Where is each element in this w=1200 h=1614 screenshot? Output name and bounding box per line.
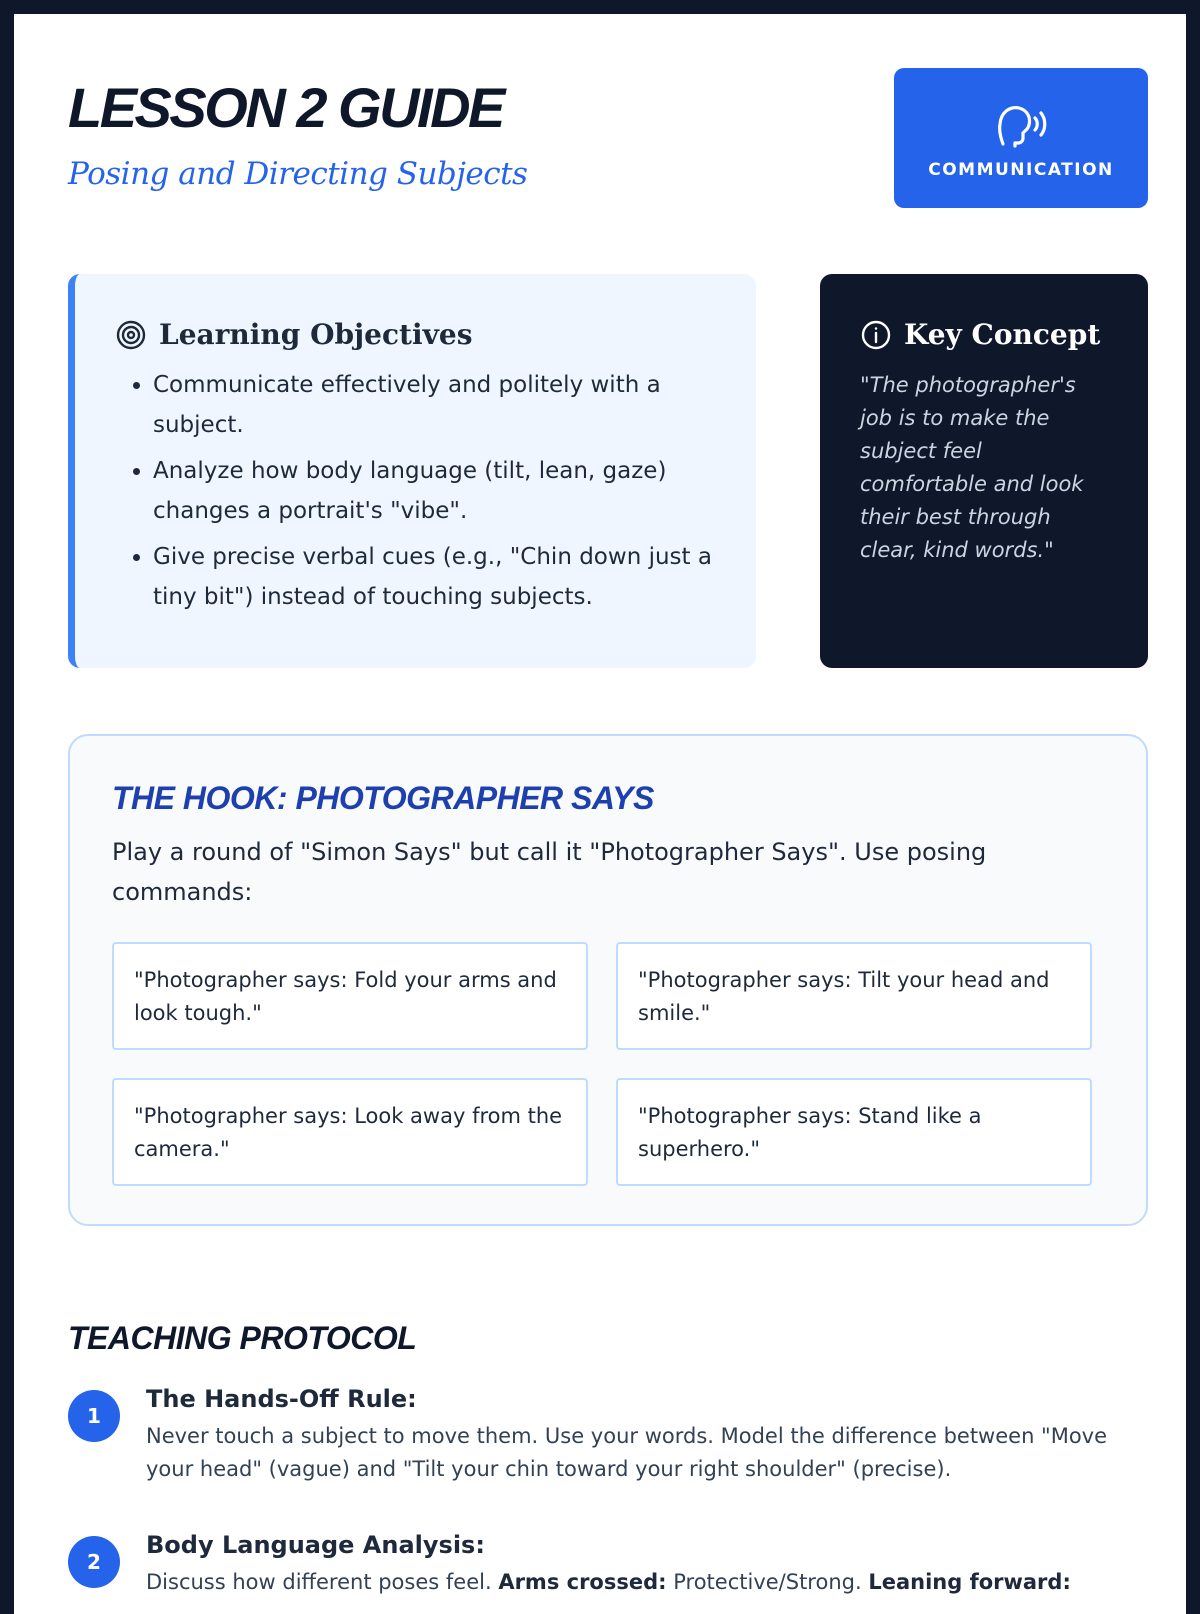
command-card: "Photographer says: Stand like a superhero." bbox=[616, 1078, 1092, 1186]
step-number-badge: 1 bbox=[68, 1390, 120, 1442]
badge-label: COMMUNICATION bbox=[928, 160, 1114, 180]
step-text: Never touch a subject to move them. Use your words. Model the difference between "Move your head" (vague) and "Tilt your chin toward your right shoulder" (precise). bbox=[146, 1424, 1108, 1481]
target-icon bbox=[115, 319, 147, 351]
term-arms-crossed: Arms crossed: bbox=[498, 1570, 667, 1594]
page-subtitle: Posing and Directing Subjects bbox=[68, 156, 528, 192]
objective-item: • Give precise verbal cues (e.g., "Chin down just a tiny bit") instead of touching subjects. bbox=[153, 537, 716, 617]
key-concept-panel bbox=[820, 274, 1148, 668]
command-card: "Photographer says: Look away from the camera." bbox=[112, 1078, 588, 1186]
step-text-intro: Discuss how different poses feel. bbox=[146, 1570, 492, 1594]
objective-item: • Communicate effectively and politely with a subject. bbox=[153, 365, 716, 445]
command-card: "Photographer says: Fold your arms and look tough." bbox=[112, 942, 588, 1050]
speaking-head-icon bbox=[993, 100, 1049, 150]
learning-objectives-panel bbox=[68, 274, 756, 668]
page-title: LESSON 2 GUIDE bbox=[68, 76, 503, 139]
hook-heading: THE HOOK: PHOTOGRAPHER SAYS bbox=[112, 780, 654, 816]
lesson-page bbox=[14, 14, 1186, 1614]
key-concept-quote: "The photographer's job is to make the subject feel comfortable and look their best through clear, kind words." bbox=[860, 373, 1084, 562]
desc-arms-crossed: Protective/Strong. bbox=[673, 1570, 862, 1594]
communication-badge bbox=[894, 68, 1148, 208]
step-title: The Hands-Off Rule: bbox=[146, 1385, 417, 1413]
hook-intro: Play a round of "Simon Says" but call it "Photographer Says". Use posing commands: bbox=[112, 838, 987, 906]
objectives-heading: Learning Objectives bbox=[159, 318, 473, 351]
command-cards bbox=[112, 942, 1104, 1186]
step-text bbox=[146, 1566, 1146, 1599]
command-card: "Photographer says: Tilt your head and smile." bbox=[616, 942, 1092, 1050]
info-icon bbox=[860, 319, 892, 351]
step-title: Body Language Analysis: bbox=[146, 1531, 485, 1559]
objective-item: • Analyze how body language (tilt, lean, gaze) changes a portrait's "vibe". bbox=[153, 451, 716, 531]
hook-section bbox=[68, 734, 1148, 1226]
key-concept-heading: Key Concept bbox=[904, 318, 1101, 351]
objectives-list bbox=[115, 365, 716, 617]
step-number-badge: 2 bbox=[68, 1536, 120, 1588]
term-leaning-forward: Leaning forward: bbox=[868, 1570, 1071, 1594]
protocol-heading: TEACHING PROTOCOL bbox=[68, 1320, 417, 1356]
